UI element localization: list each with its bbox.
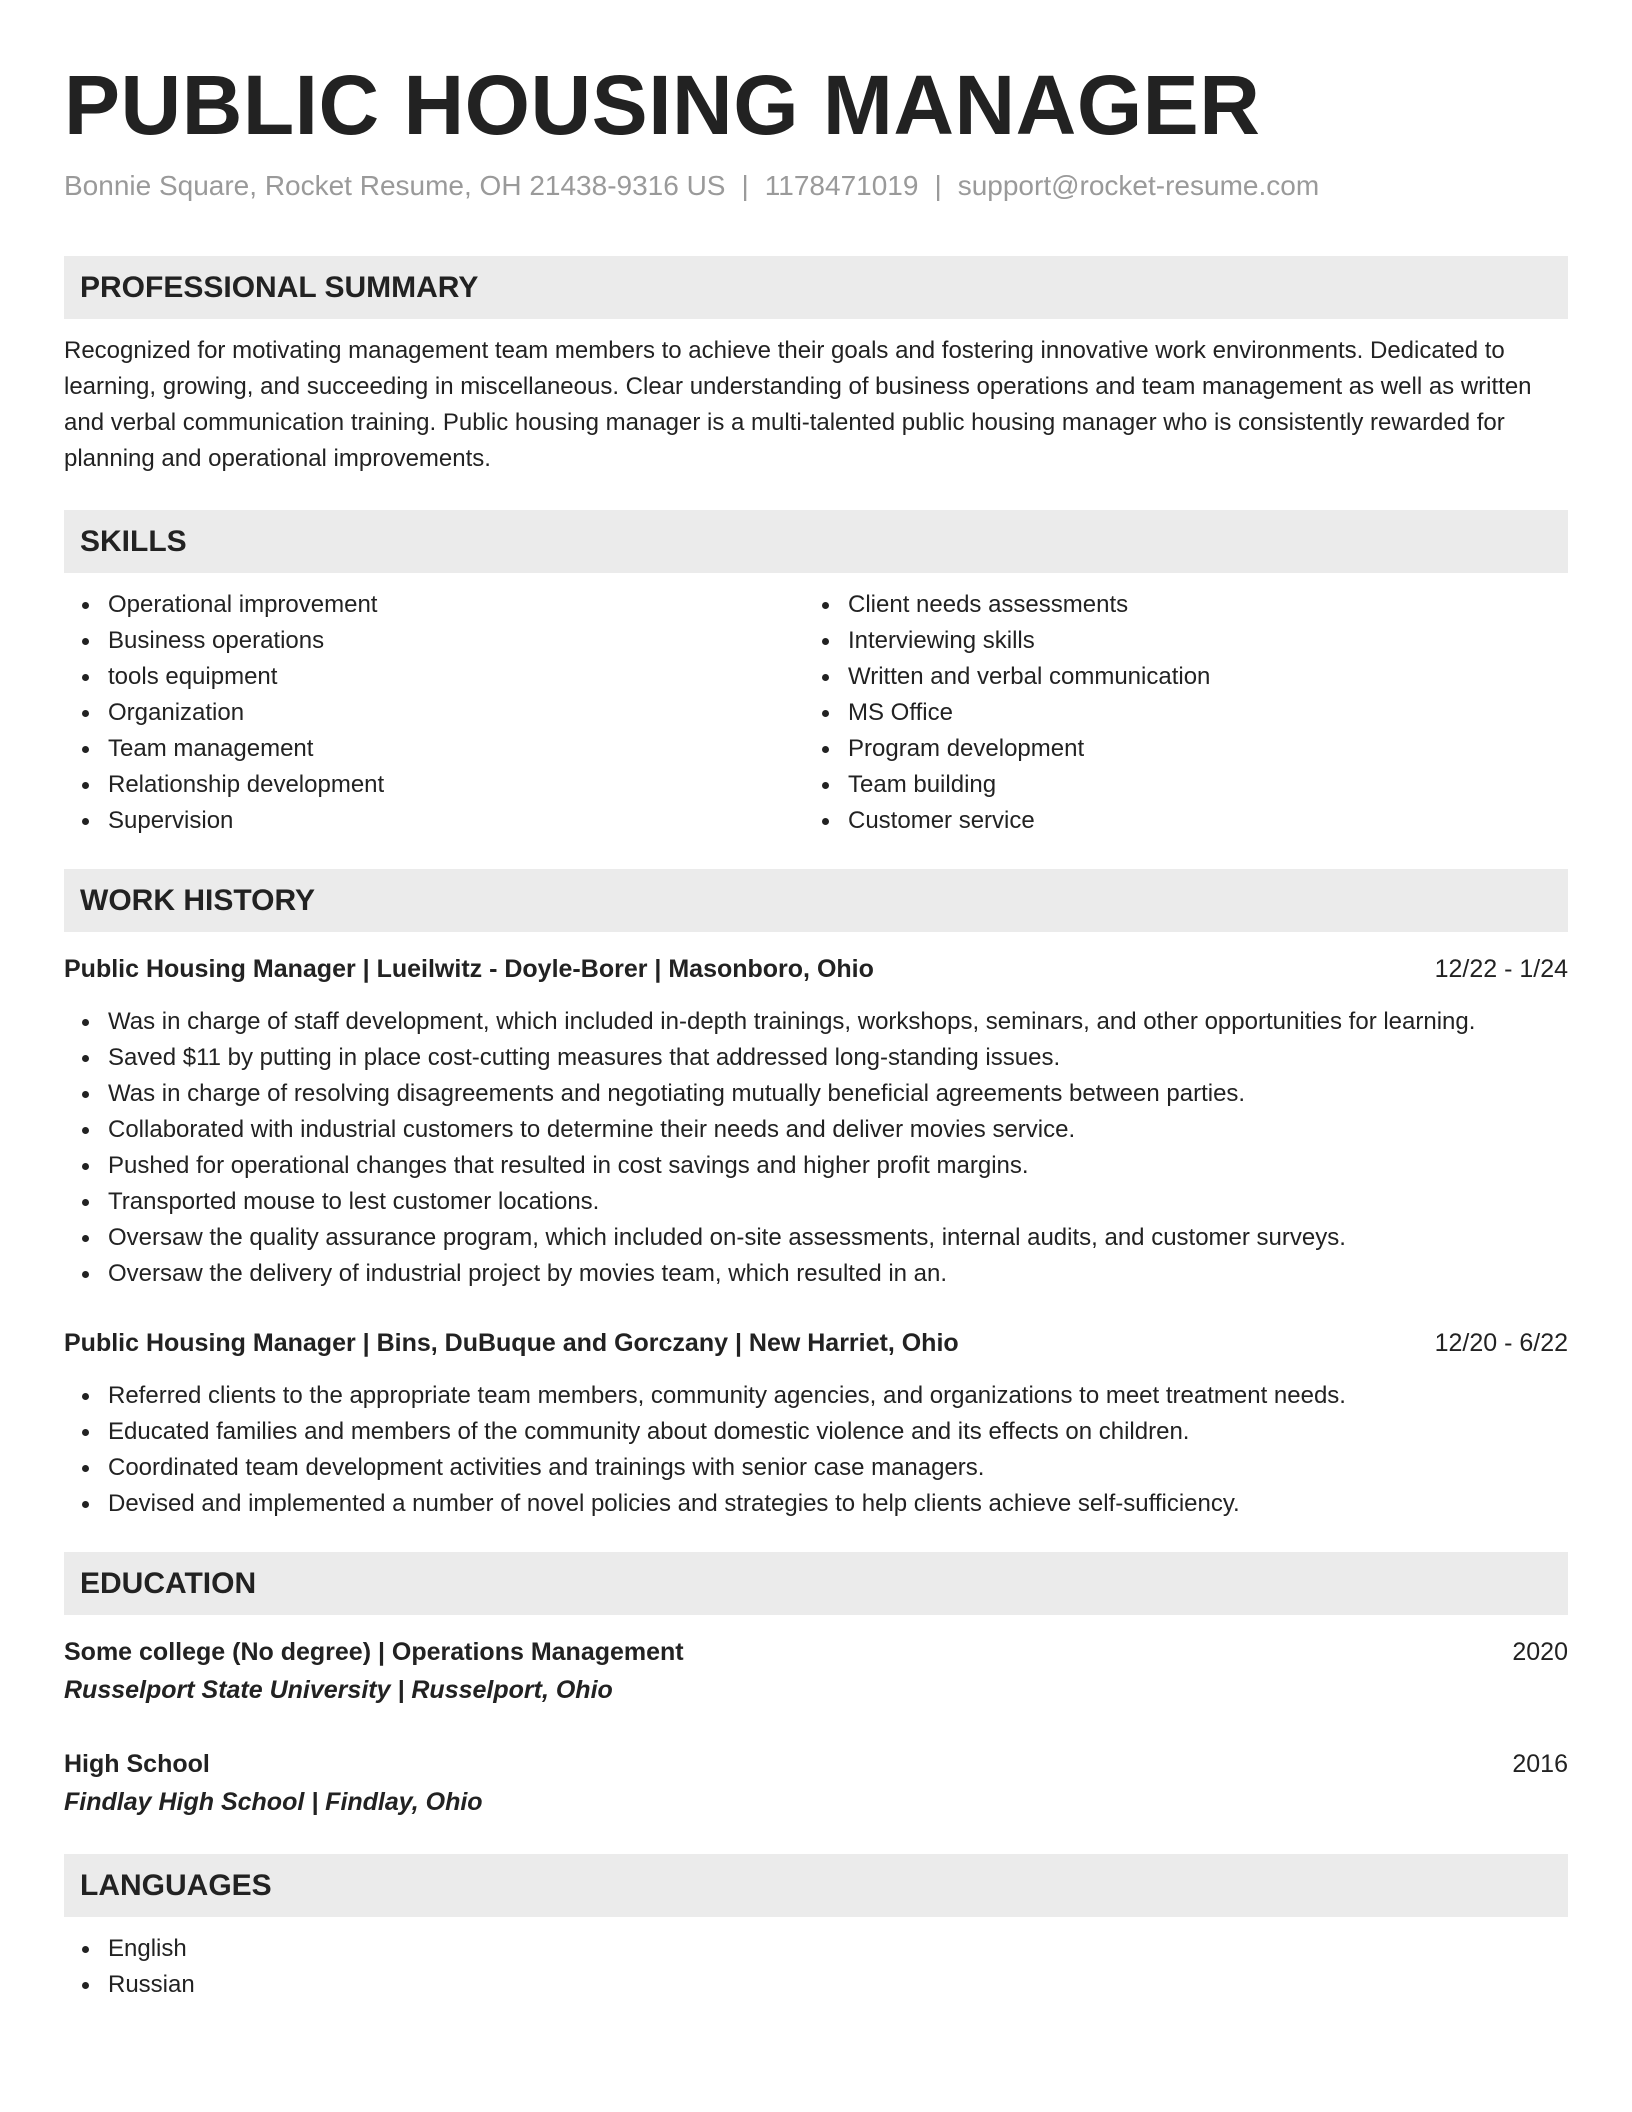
- skills-list: [64, 587, 1568, 839]
- job-bullet: Collaborated with industrial customers to determine their needs and deliver movies service.: [64, 1112, 1568, 1148]
- job-bullet: Coordinated team development activities and trainings with senior case managers.: [64, 1450, 1568, 1486]
- skill-item: Interviewing skills: [804, 623, 1544, 659]
- job-dates: 12/22 - 1/24: [1434, 955, 1568, 983]
- education-school: Russelport State University | Russelport, Ohio: [64, 1676, 613, 1704]
- job-title: Public Housing Manager | Lueilwitz - Doyle-Borer | Masonboro, Ohio: [64, 955, 874, 983]
- skill-item: Business operations: [64, 623, 804, 659]
- skill-item: Customer service: [804, 803, 1544, 839]
- summary-text: Recognized for motivating management team members to achieve their goals and fostering innovative work environments. Dedicated to learning, growing, and succeeding in miscellaneous. Clear understanding of business operations and team management as well as written and verbal communication training. Public housing manager is a multi-talented public housing manager who is consistently rewarded for planning and operational improvements.: [64, 337, 1532, 472]
- job-header: [64, 950, 1568, 988]
- education-year: 2016: [1512, 1750, 1568, 1778]
- section-heading-skills: SKILLS: [64, 510, 1568, 573]
- education-header: [64, 1745, 1568, 1783]
- skill-item: Supervision: [64, 803, 804, 839]
- job-dates: 12/20 - 6/22: [1434, 1329, 1568, 1357]
- job-bullets: [64, 1004, 1568, 1292]
- section-heading-work-history: WORK HISTORY: [64, 869, 1568, 932]
- languages-list: [64, 1931, 1568, 2003]
- job-bullet: Was in charge of staff development, which included in-depth trainings, workshops, seminars, and other opportunities for learning.: [64, 1004, 1568, 1040]
- job-bullet: Oversaw the delivery of industrial project by movies team, which resulted in an.: [64, 1256, 1568, 1292]
- skill-item: Written and verbal communication: [804, 659, 1544, 695]
- skill-item: Team building: [804, 767, 1544, 803]
- skill-item: Program development: [804, 731, 1544, 767]
- contact-line: [64, 168, 1568, 204]
- section-heading-languages: LANGUAGES: [64, 1854, 1568, 1917]
- candidate-name: PUBLIC HOUSING MANAGER: [64, 58, 1261, 152]
- job-bullet: Educated families and members of the community about domestic violence and its effects on children.: [64, 1414, 1568, 1450]
- skill-item: Team management: [64, 731, 804, 767]
- job-title: Public Housing Manager | Bins, DuBuque and Gorczany | New Harriet, Ohio: [64, 1329, 959, 1357]
- education-year: 2020: [1512, 1638, 1568, 1666]
- skills-column-left: [64, 587, 804, 839]
- job-header: [64, 1324, 1568, 1362]
- education-school: Findlay High School | Findlay, Ohio: [64, 1788, 483, 1816]
- education-header: [64, 1633, 1568, 1671]
- contact-email: support@rocket-resume.com: [957, 170, 1320, 201]
- job-bullet: Devised and implemented a number of novel policies and strategies to help clients achieve self-sufficiency.: [64, 1486, 1568, 1522]
- section-heading-education: EDUCATION: [64, 1552, 1568, 1615]
- contact-separator: |: [934, 170, 942, 201]
- contact-separator: |: [741, 170, 749, 201]
- skill-item: tools equipment: [64, 659, 804, 695]
- job-bullet: Was in charge of resolving disagreements and negotiating mutually beneficial agreements between parties.: [64, 1076, 1568, 1112]
- contact-phone: 1178471019: [764, 170, 919, 201]
- job-bullet: Referred clients to the appropriate team members, community agencies, and organizations to meet treatment needs.: [64, 1378, 1568, 1414]
- education-degree: High School: [64, 1750, 210, 1778]
- skill-item: MS Office: [804, 695, 1544, 731]
- education-degree: Some college (No degree) | Operations Management: [64, 1638, 684, 1666]
- language-item: English: [64, 1931, 1568, 1967]
- section-heading-summary: PROFESSIONAL SUMMARY: [64, 256, 1568, 319]
- skill-item: Relationship development: [64, 767, 804, 803]
- contact-address: Bonnie Square, Rocket Resume, OH 21438-9316 US: [64, 170, 726, 201]
- skill-item: Client needs assessments: [804, 587, 1544, 623]
- skills-column-right: [804, 587, 1544, 839]
- job-bullets: [64, 1378, 1568, 1522]
- language-item: Russian: [64, 1967, 1568, 2003]
- skill-item: Organization: [64, 695, 804, 731]
- job-bullet: Pushed for operational changes that resulted in cost savings and higher profit margins.: [64, 1148, 1568, 1184]
- job-bullet: Transported mouse to lest customer locations.: [64, 1184, 1568, 1220]
- skill-item: Operational improvement: [64, 587, 804, 623]
- job-bullet: Oversaw the quality assurance program, which included on-site assessments, internal audits, and customer surveys.: [64, 1220, 1568, 1256]
- job-bullet: Saved $11 by putting in place cost-cutting measures that addressed long-standing issues.: [64, 1040, 1568, 1076]
